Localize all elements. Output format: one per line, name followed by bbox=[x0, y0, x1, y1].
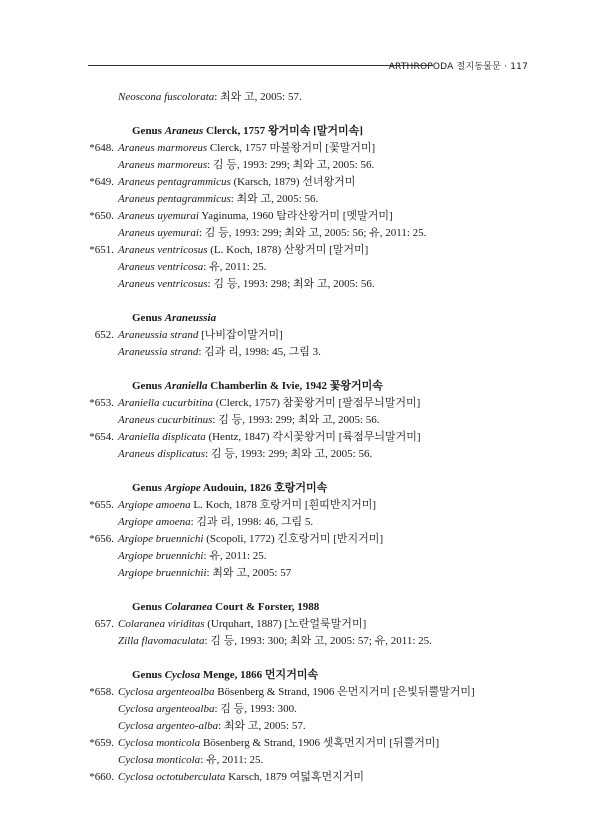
entry-detail: Karsch, 1879 여덟혹먼지거미 bbox=[225, 771, 364, 783]
species-entry bbox=[0, 429, 612, 446]
species-name: Argiope amoena bbox=[118, 499, 191, 511]
species-name: Araneussia strand bbox=[118, 329, 199, 341]
species-name: Araneus displicatus bbox=[118, 448, 206, 460]
entry-text bbox=[118, 395, 420, 412]
entry-text bbox=[118, 752, 263, 769]
section-gap bbox=[0, 293, 612, 310]
species-name: Cyclosa argenteo-alba bbox=[118, 720, 219, 732]
species-name: Argiope amoena bbox=[118, 516, 191, 528]
species-name: Argiope bruennichi bbox=[118, 533, 204, 545]
entry-detail: : 최와 고, 2005: 57 bbox=[206, 567, 292, 579]
entry-text bbox=[118, 718, 306, 735]
entry-number: *655. bbox=[89, 499, 114, 511]
entry-text bbox=[118, 497, 376, 514]
genus-heading-text bbox=[132, 310, 216, 327]
genus-name: Araniella bbox=[164, 380, 208, 392]
genus-heading bbox=[0, 599, 612, 616]
header-rule bbox=[88, 65, 433, 66]
entry-detail: (Karsch, 1879) 선녀왕거미 bbox=[230, 176, 356, 188]
entry-detail: (L. Koch, 1878) 산왕거미 [말거미] bbox=[207, 244, 369, 256]
species-entry bbox=[0, 89, 612, 106]
entry-text bbox=[118, 174, 355, 191]
genus-heading bbox=[0, 480, 612, 497]
entry-detail: : 김과 리, 1998: 45, 그림 3. bbox=[198, 346, 321, 358]
species-name: Colaranea viriditas bbox=[118, 618, 205, 630]
entry-text bbox=[118, 89, 302, 106]
entry-number: *653. bbox=[89, 397, 114, 409]
entry-text bbox=[118, 259, 266, 276]
entry-number: *656. bbox=[89, 533, 114, 545]
species-name: Araneus uyemurai bbox=[118, 210, 199, 222]
species-entry bbox=[0, 633, 612, 650]
genus-authority: Menge, 1866 먼지거미속 bbox=[200, 669, 319, 681]
species-entry bbox=[0, 718, 612, 735]
entry-number: *659. bbox=[89, 737, 114, 749]
species-name: Zilla flavomaculata bbox=[118, 635, 205, 647]
entry-text bbox=[118, 565, 291, 582]
species-entry bbox=[0, 701, 612, 718]
entry-detail: Bösenberg & Strand, 1906 은먼지거미 [은빛뒤뿔말거미] bbox=[214, 686, 475, 698]
section-gap bbox=[0, 106, 612, 123]
entry-text bbox=[118, 735, 439, 752]
running-header bbox=[88, 59, 528, 73]
species-entry bbox=[0, 208, 612, 225]
species-name: Araniella displicata bbox=[118, 431, 206, 443]
entry-text bbox=[118, 446, 372, 463]
entry-detail: : 최와 고, 2005: 57. bbox=[214, 91, 302, 103]
entry-detail: : 김 등, 1993: 299; 최와 고, 2005: 56. bbox=[212, 414, 380, 426]
species-entry bbox=[0, 327, 612, 344]
entry-text bbox=[118, 429, 421, 446]
entry-detail: : 김 등, 1993: 300; 최와 고, 2005: 57; 유, 2011: 25. bbox=[204, 635, 432, 647]
entry-detail: [나비잡이말거미] bbox=[198, 329, 283, 341]
genus-authority: Audouin, 1826 호랑거미속 bbox=[200, 482, 328, 494]
entry-detail: : 김 등, 1993: 299; 최와 고, 2005: 56; 유, 2011: 25. bbox=[198, 227, 427, 239]
entry-detail: : 최와 고, 2005: 57. bbox=[218, 720, 306, 732]
entry-detail: : 김 등, 1993: 299; 최와 고, 2005: 56. bbox=[207, 159, 375, 171]
species-entry bbox=[0, 684, 612, 701]
entry-detail: : 유, 2011: 25. bbox=[203, 550, 267, 562]
species-name: Araneus pentagrammicus bbox=[118, 193, 231, 205]
species-entry bbox=[0, 735, 612, 752]
species-name: Argiope bruennichi bbox=[118, 550, 204, 562]
species-entry bbox=[0, 565, 612, 582]
species-entry bbox=[0, 157, 612, 174]
genus-authority: Clerck, 1757 왕거미속 [말거미속] bbox=[203, 125, 363, 137]
entry-number: 657. bbox=[94, 618, 114, 630]
genus-heading-text bbox=[132, 667, 318, 684]
genus-heading-text bbox=[132, 599, 319, 616]
entry-text bbox=[118, 769, 364, 786]
entry-detail: : 유, 2011: 25. bbox=[200, 754, 264, 766]
genus-authority: Chamberlin & Ivie, 1942 꽃왕거미속 bbox=[207, 380, 383, 392]
species-name: Araneus ventricosus bbox=[118, 244, 208, 256]
header-text: ARTHROPODA 절지동물문 · 117 bbox=[388, 62, 528, 72]
genus-heading bbox=[0, 310, 612, 327]
entry-text bbox=[118, 208, 393, 225]
entry-detail: : 김 등, 1993: 300. bbox=[214, 703, 297, 715]
genus-label: Genus bbox=[132, 380, 165, 392]
entry-text bbox=[118, 276, 375, 293]
genus-label: Genus bbox=[132, 601, 165, 613]
entry-text bbox=[118, 412, 380, 429]
species-entry bbox=[0, 344, 612, 361]
genus-heading bbox=[0, 123, 612, 140]
entry-text bbox=[118, 514, 313, 531]
entry-text bbox=[118, 157, 374, 174]
species-name: Argiope bruennichii bbox=[118, 567, 207, 579]
section-gap bbox=[0, 650, 612, 667]
species-entry bbox=[0, 531, 612, 548]
section-gap bbox=[0, 463, 612, 480]
species-entry bbox=[0, 769, 612, 786]
entry-number: *649. bbox=[89, 176, 114, 188]
species-name: Araniella cucurbitina bbox=[118, 397, 214, 409]
genus-heading bbox=[0, 378, 612, 395]
entry-detail: (Scopoli, 1772) 긴호랑거미 [반지거미] bbox=[203, 533, 384, 545]
entry-detail: (Clerck, 1757) 참꽃왕거미 [팔점무늬말거미] bbox=[213, 397, 421, 409]
species-list bbox=[0, 89, 612, 786]
entry-number: *648. bbox=[89, 142, 114, 154]
entry-detail: : 유, 2011: 25. bbox=[203, 261, 267, 273]
species-entry bbox=[0, 174, 612, 191]
species-name: Cyclosa argenteoalba bbox=[118, 686, 215, 698]
species-entry bbox=[0, 259, 612, 276]
entry-number: *650. bbox=[89, 210, 114, 222]
genus-name: Cyclosa bbox=[164, 669, 201, 681]
species-entry bbox=[0, 548, 612, 565]
genus-label: Genus bbox=[132, 482, 165, 494]
species-name: Cyclosa octotuberculata bbox=[118, 771, 226, 783]
species-name: Araneus ventricosa bbox=[118, 261, 204, 273]
entry-detail: Yaginuma, 1960 탐라산왕거미 [멧말거미] bbox=[198, 210, 393, 222]
entry-text bbox=[118, 344, 321, 361]
species-name: Neoscona fuscolorata bbox=[118, 91, 215, 103]
species-name: Araneus ventricosus bbox=[118, 278, 208, 290]
genus-label: Genus bbox=[132, 669, 165, 681]
entry-detail: (Hentz, 1847) 각시꽃왕거미 [륙점무늬말거미] bbox=[205, 431, 421, 443]
section-gap bbox=[0, 582, 612, 599]
entry-text bbox=[118, 242, 368, 259]
genus-name: Araneussia bbox=[164, 312, 217, 324]
species-entry bbox=[0, 446, 612, 463]
species-entry bbox=[0, 497, 612, 514]
genus-label: Genus bbox=[132, 125, 165, 137]
species-entry bbox=[0, 140, 612, 157]
entry-number: *660. bbox=[89, 771, 114, 783]
entry-text bbox=[118, 191, 318, 208]
species-entry bbox=[0, 514, 612, 531]
genus-heading-text bbox=[132, 378, 383, 395]
species-name: Araneus marmoreus bbox=[118, 142, 208, 154]
entry-detail: (Urquhart, 1887) [노란얼룩말거미] bbox=[204, 618, 367, 630]
species-entry bbox=[0, 412, 612, 429]
entry-detail: : 김 등, 1993: 298; 최와 고, 2005: 56. bbox=[207, 278, 375, 290]
entry-detail: L. Koch, 1878 호랑거미 [흰띠반지거미] bbox=[190, 499, 376, 511]
genus-name: Araneus bbox=[164, 125, 204, 137]
entry-detail: : 김 등, 1993: 299; 최와 고, 2005: 56. bbox=[205, 448, 373, 460]
species-name: Araneus uyemurai bbox=[118, 227, 199, 239]
species-name: Cyclosa monticola bbox=[118, 754, 201, 766]
entry-number: *658. bbox=[89, 686, 114, 698]
genus-heading-text bbox=[132, 123, 363, 140]
species-entry bbox=[0, 191, 612, 208]
entry-text bbox=[118, 548, 267, 565]
species-name: Araneussia strand bbox=[118, 346, 199, 358]
section-gap bbox=[0, 361, 612, 378]
entry-number: 652. bbox=[94, 329, 114, 341]
entry-text bbox=[118, 225, 426, 242]
entry-text bbox=[118, 616, 366, 633]
entry-text bbox=[118, 140, 375, 157]
entry-detail: Clerck, 1757 마불왕거미 [꽃말거미] bbox=[207, 142, 376, 154]
species-entry bbox=[0, 752, 612, 769]
species-name: Araneus cucurbitinus bbox=[118, 414, 213, 426]
entry-number: *651. bbox=[89, 244, 114, 256]
genus-name: Colaranea bbox=[164, 601, 213, 613]
species-entry bbox=[0, 242, 612, 259]
species-name: Araneus marmoreus bbox=[118, 159, 208, 171]
entry-detail: Bösenberg & Strand, 1906 셋혹먼지거미 [뒤뿔거미] bbox=[200, 737, 440, 749]
genus-heading-text bbox=[132, 480, 327, 497]
genus-authority: Court & Forster, 1988 bbox=[212, 601, 320, 613]
genus-label: Genus bbox=[132, 312, 165, 324]
species-name: Cyclosa monticola bbox=[118, 737, 201, 749]
entry-number: *654. bbox=[89, 431, 114, 443]
genus-heading bbox=[0, 667, 612, 684]
entry-detail: : 김과 리, 1998: 46, 그림 5. bbox=[190, 516, 314, 528]
species-entry bbox=[0, 395, 612, 412]
genus-name: Argiope bbox=[164, 482, 201, 494]
entry-text bbox=[118, 327, 283, 344]
species-entry bbox=[0, 276, 612, 293]
entry-text bbox=[118, 684, 475, 701]
species-entry bbox=[0, 616, 612, 633]
species-entry bbox=[0, 225, 612, 242]
species-name: Cyclosa argenteoalba bbox=[118, 703, 215, 715]
entry-text bbox=[118, 531, 383, 548]
entry-text bbox=[118, 701, 297, 718]
entry-text bbox=[118, 633, 432, 650]
species-name: Araneus pentagrammicus bbox=[118, 176, 231, 188]
entry-detail: : 최와 고, 2005: 56. bbox=[230, 193, 319, 205]
